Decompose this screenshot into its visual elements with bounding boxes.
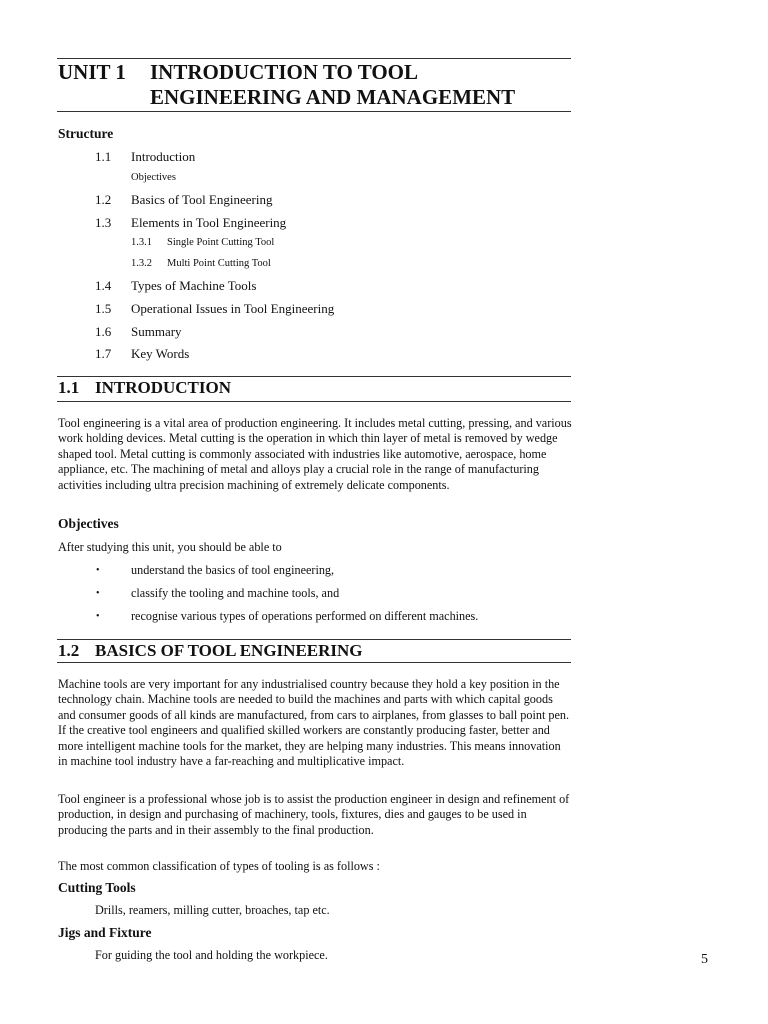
unit-title-line2: ENGINEERING AND MANAGEMENT	[150, 85, 516, 109]
section-rule	[57, 662, 571, 663]
bullet-icon: •	[96, 588, 100, 599]
objectives-heading: Objectives	[58, 516, 119, 531]
structure-label: Structure	[58, 126, 114, 141]
basics-paragraph-2: Tool engineer is a professional whose job is to assist the production engineer in design and refinement of production, in design and purchasing of machinery, tools, fixtures, dies and gauges to be used in producing the parts and in their assembly to the final production.	[58, 792, 570, 837]
document-page: UNIT 1 INTRODUCTION TO TOOL ENGINEERING AND MANAGEMENT Structure 1.1 Introduction Objectives 1.2 Basics of Tool Engineering 1.3 Elements in Tool Engineering 1.3.1 Single Point Cutting Tool 1.3.2 Multi Point Cutting Tool 1.4 Types of Machine Tools 1.5 Operational Issues in Tool Engineering 1.6 Summary 1.7 Key Words 1.1 INTRODUCTION Tool engineering is a vital area of production engineering. It includes metal cutting, pressing, and various work holding devices. Metal cutting is the operation in which thin layer of metal is removed by wedge shaped tool. Metal cutting is commonly associated with industries like automotive, aerospace, home appliance, etc. The machining of metal and alloys play a crucial role in the range of manufacturing activities including ultra precision machining of extremely delicate components. Objectives After studying this unit, you should be able to • understand the basics of tool engineering, • classify the tooling and machine tools, and • recognise various types of operations performed on different machines. 1.2 BASICS OF TOOL ENGINEERING Machine tools are very important for any industrialised country because they hold a key position in the technology chain. Machine tools are needed to build the machines and parts with which capital goods and consumer goods of all kinds are manufactured, from cars to airplanes, from glasses to ball point pen. If the creative tool engineers and qualified skilled workers are constantly producing faster, better and more intelligent machine tools for the market, they are helping many industries. This means innovation in machine tool industry have a far-reaching and multiplicative impact. Tool engineer is a professional whose job is to assist the production engineer in design and refinement of production, in design and purchasing of machinery, tools, fixtures, dies and gauges to be used in producing the parts and in their assembly to the final production. The most common classification of types of tooling is as follows : Cutting Tools Drills, reamers, milling cutter, broaches, tap etc. Jigs and Fixture For guiding the tool and holding the workpiece. 5	[58, 60, 708, 967]
section-rule	[57, 639, 571, 640]
jigs-text: For guiding the tool and holding the workpiece.	[95, 948, 328, 962]
basics-paragraph-1: Machine tools are very important for any industrialised country because they hold a key position in the technology chain. Machine tools are needed to build the machines and parts with which capital goods and consumer goods of all kinds are manufactured, from cars to airplanes, from glasses to ball point pen. If the creative tool engineers and qualified skilled workers are constantly producing faster, better and more intelligent machine tools for the market, they are helping many industries. This means innovation in machine tool industry have a far-reaching and multiplicative impact.	[58, 677, 570, 769]
cutting-tools-heading: Cutting Tools	[58, 880, 136, 895]
title-bottom-rule	[57, 111, 571, 112]
bullet-icon: •	[96, 611, 100, 622]
bullet-icon: •	[96, 565, 100, 576]
list-item: understand the basics of tool engineering,	[131, 563, 335, 577]
section-rule	[57, 376, 571, 377]
introduction-paragraph: Tool engineering is a vital area of production engineering. It includes metal cutting, pressing, and various work holding devices. Metal cutting is the operation in which thin layer of metal is removed by wedge shaped tool. Metal cutting is commonly associated with industries like automotive, aerospace, home appliance, etc. The machining of metal and alloys play a crucial role in the range of manufacturing activities including ultra precision machining of extremely delicate components.	[58, 416, 572, 492]
unit-number: UNIT 1	[58, 60, 126, 84]
top-rule	[57, 58, 571, 59]
list-item: classify the tooling and machine tools, and	[131, 586, 340, 600]
classification-intro: The most common classification of types of tooling is as follows :	[58, 859, 380, 873]
section-rule	[57, 401, 571, 402]
jigs-heading: Jigs and Fixture	[58, 925, 152, 940]
cutting-tools-text: Drills, reamers, milling cutter, broaches, tap etc.	[95, 903, 330, 917]
unit-title-line1: INTRODUCTION TO TOOL	[150, 60, 419, 84]
page-number: 5	[701, 952, 708, 967]
list-item: recognise various types of operations performed on different machines.	[131, 609, 479, 623]
objectives-intro: After studying this unit, you should be able to	[58, 540, 282, 554]
